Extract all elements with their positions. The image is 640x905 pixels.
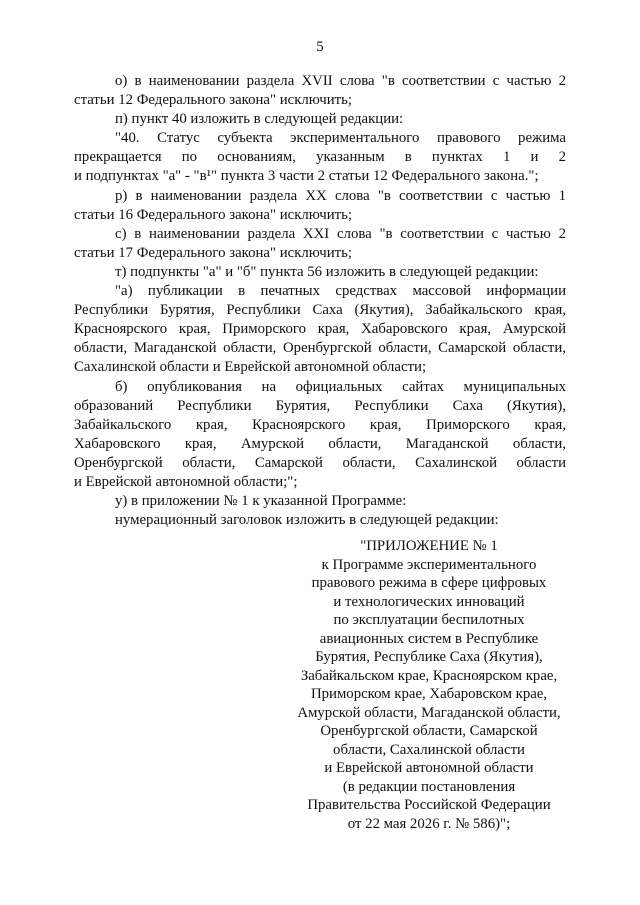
appendix-heading-line: и Еврейской автономной области <box>324 760 534 776</box>
paragraph-line: нумерационный заголовок изложить в следующей редакции: <box>115 512 499 529</box>
appendix-heading-line: по эксплуатации беспилотных <box>333 612 525 628</box>
appendix-heading-line: Приморском крае, Хабаровском крае, <box>310 686 548 702</box>
paragraph-line: и Еврейской автономной области;"; <box>74 473 298 490</box>
paragraph-line: у) в приложении № 1 к указанной Программе: <box>115 493 407 510</box>
paragraph-line: с) в наименовании раздела XXI слова "в соответствии с частью 2 <box>115 225 566 242</box>
paragraph-line: Забайкальского края, Красноярского края, Приморского края, <box>74 416 566 433</box>
paragraph-line: о) в наименовании раздела XVII слова "в соответствии с частью 2 <box>115 73 566 89</box>
appendix-heading-line: Оренбургской области, Самарской <box>320 723 538 739</box>
paragraph-line: Хабаровского края, Амурской области, Магаданской области, <box>74 435 566 452</box>
paragraph-line: п) пункт 40 изложить в следующей редакции: <box>115 111 404 128</box>
paragraph-line: статьи 16 Федерального закона" исключить; <box>74 206 352 223</box>
paragraph-line: образований Республики Бурятия, Республики Саха (Якутия), <box>74 397 566 414</box>
paragraph-s-amendment <box>74 225 566 263</box>
paragraph-heading-instruction <box>74 511 566 530</box>
paragraph-line: и подпунктах "а" - "в¹" пункта 3 части 2 статьи 12 Федерального закона."; <box>74 168 539 185</box>
appendix-heading-line: авиационных систем в Республике <box>319 630 539 647</box>
paragraph-subpoint-a-text <box>74 282 566 377</box>
paragraph-line: "а) публикации в печатных средствах массовой информации <box>115 283 566 300</box>
paragraph-line: прекращается по основаниям, указанным в пунктах 1 и 2 <box>74 149 566 166</box>
paragraph-line: статьи 12 Федерального закона" исключить; <box>74 92 352 109</box>
paragraph-line: Красноярского края, Приморского края, Хабаровского края, Амурской <box>74 321 566 338</box>
appendix-heading-line: Бурятия, Республике Саха (Якутия), <box>315 649 543 665</box>
paragraph-line: статьи 17 Федерального закона" исключить; <box>74 244 352 261</box>
appendix-heading-block <box>288 537 570 833</box>
document-body <box>74 72 566 530</box>
appendix-heading-line: Амурской области, Магаданской области, <box>297 704 561 721</box>
paragraph-line: области, Магаданской области, Оренбургской области, Самарской области, <box>74 340 566 357</box>
page-number: 5 <box>316 39 324 55</box>
paragraph-point-40-text <box>74 129 566 186</box>
paragraph-line: "40. Статус субъекта экспериментального правового режима <box>115 130 566 147</box>
appendix-heading-line: "ПРИЛОЖЕНИЕ № 1 <box>360 538 498 554</box>
appendix-heading-line: области, Сахалинской области <box>333 741 525 758</box>
paragraph-line: т) подпункты "а" и "б" пункта 56 изложить в следующей редакции: <box>115 263 539 280</box>
appendix-heading-line: и технологических инноваций <box>333 593 525 610</box>
appendix-heading-line: к Программе экспериментального <box>321 556 537 573</box>
paragraph-t-amendment <box>74 263 566 282</box>
paragraph-line: б) опубликования на официальных сайтах муниципальных <box>115 378 566 395</box>
appendix-heading-line: Забайкальском крае, Красноярском крае, <box>300 667 558 684</box>
paragraph-u-amendment <box>74 492 566 511</box>
paragraph-o-amendment <box>74 72 566 110</box>
paragraph-subpoint-b-text <box>74 378 566 493</box>
paragraph-p-amendment <box>74 110 566 129</box>
paragraph-line: Сахалинской области и Еврейской автономной области; <box>74 359 427 376</box>
appendix-heading-line: от 22 мая 2026 г. № 586)"; <box>347 815 511 832</box>
appendix-heading-line: Правительства Российской Федерации <box>307 797 551 813</box>
paragraph-line: Оренбургской области, Самарской области, Сахалинской области <box>74 454 566 471</box>
paragraph-r-amendment <box>74 187 566 225</box>
paragraph-line: Республики Бурятия, Республики Саха (Якутия), Забайкальского края, <box>74 302 566 319</box>
appendix-heading-line: правового режима в сфере цифровых <box>311 575 547 591</box>
appendix-heading-line: (в редакции постановления <box>342 778 516 795</box>
paragraph-line: р) в наименовании раздела XX слова "в соответствии с частью 1 <box>115 187 566 204</box>
